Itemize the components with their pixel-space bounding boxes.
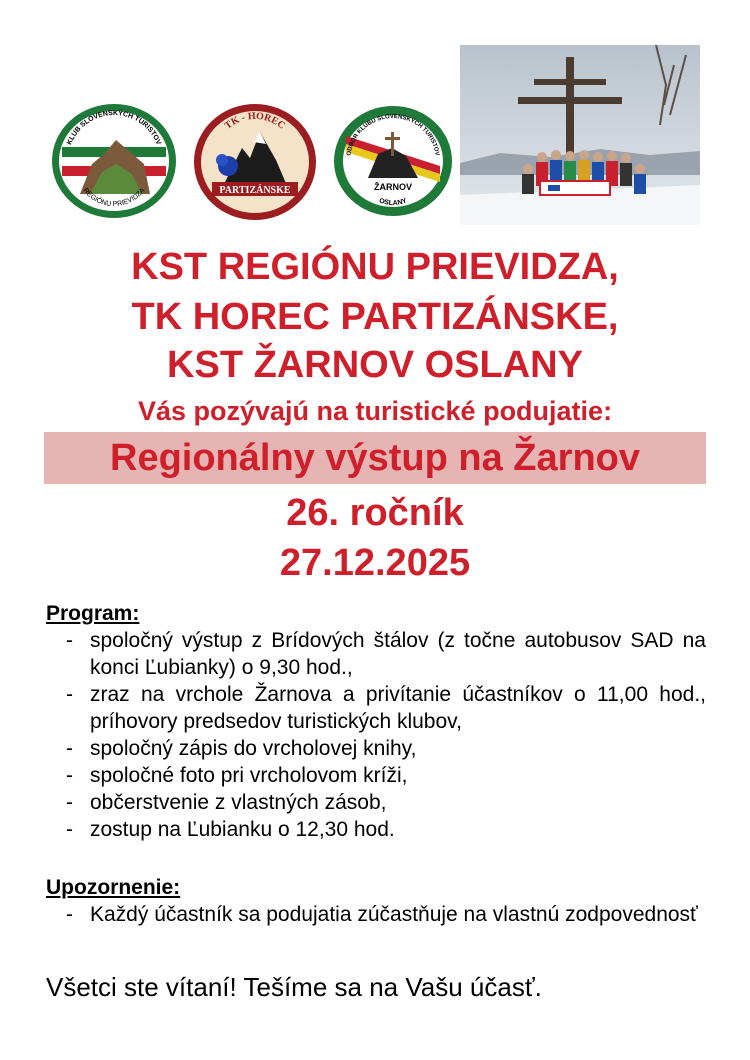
program-item-text: zraz na vrchole Žarnova a privítanie účastníkov o 11,00 hod., príhovory predsedov turistických klubov, [90,683,706,733]
logo2-bottom-text: PARTIZÁNSKE [219,185,291,196]
program-heading: Program: [46,602,140,625]
headline-line2: TK HOREC PARTIZÁNSKE, [131,296,619,338]
warning-heading-text: Upozornenie [46,876,174,899]
list-item: - spoločný výstup z Brídových štálov (z točne autobusov SAD na konci Ľubianky) o 9,30 hod., [66,629,706,679]
program-item-text: spoločné foto pri vrcholovom kríži, [90,764,408,787]
list-item: - občerstvenie z vlastných zásob, [66,791,387,814]
warning-list [66,901,706,928]
kst-region-prievidza-logo [50,102,178,220]
tk-horec-logo [192,102,318,222]
event-title: Regionálny výstup na Žarnov [44,432,706,484]
list-item: - zraz na vrchole Žarnova a privítanie účastníkov o 11,00 hod., príhovory predsedov turistických klubov, [66,683,706,733]
program-item-text: občerstvenie z vlastných zásob, [90,791,387,814]
logo1-top-text: KLUB SLOVENSKÝCH TURISTOV [66,109,162,146]
invitation-text: Vás pozývajú na turistické podujatie: [137,396,613,426]
program-list [66,627,706,843]
closing-text: Všetci ste vítaní! Tešíme sa na Vašu účasť. [46,972,542,1002]
list-item: - zostup na Ľubianku o 12,30 hod. [66,818,395,841]
headline-line3: KST ŽARNOV OSLANY [167,344,583,386]
logo3-mid-text: ŽARNOV [374,182,412,192]
logo3-top-text: ODBOR KLUBU SLOVENSKÝCH TURISTOV [346,113,440,157]
program-item-text: spoločný zápis do vrcholovej knihy, [90,737,417,760]
warning-item-text: Každý účastník sa podujatia zúčastňuje na vlastnú zodpovednosť [90,903,698,926]
summit-group-photo [460,45,700,225]
list-item: - Každý účastník sa podujatia zúčastňuje na vlastnú zodpovednosť [66,903,698,926]
program-item-text: zostup na Ľubianku o 12,30 hod. [90,818,395,841]
club-logos [50,100,460,220]
event-date: 27.12.2025 [279,542,471,584]
logo3-bottom-text: OSLANY [378,197,408,208]
logo2-top-text: TK - HOREC [222,110,288,132]
event-edition: 26. ročník [286,492,464,534]
list-item: - spoločný zápis do vrcholovej knihy, [66,737,417,760]
kst-zarnov-logo [332,104,454,218]
logo1-bottom-text: REGIÓNU PRIEVIDZA [81,187,147,209]
headline-line1: KST REGIÓNU PRIEVIDZA, [131,246,619,288]
program-item-text: spoločný výstup z Brídových štálov (z točne autobusov SAD na konci Ľubianky) o 9,30 hod., [90,629,706,679]
program-heading-text: Program [46,602,133,625]
warning-heading: Upozornenie: [46,876,181,899]
list-item: - spoločné foto pri vrcholovom kríži, [66,764,408,787]
